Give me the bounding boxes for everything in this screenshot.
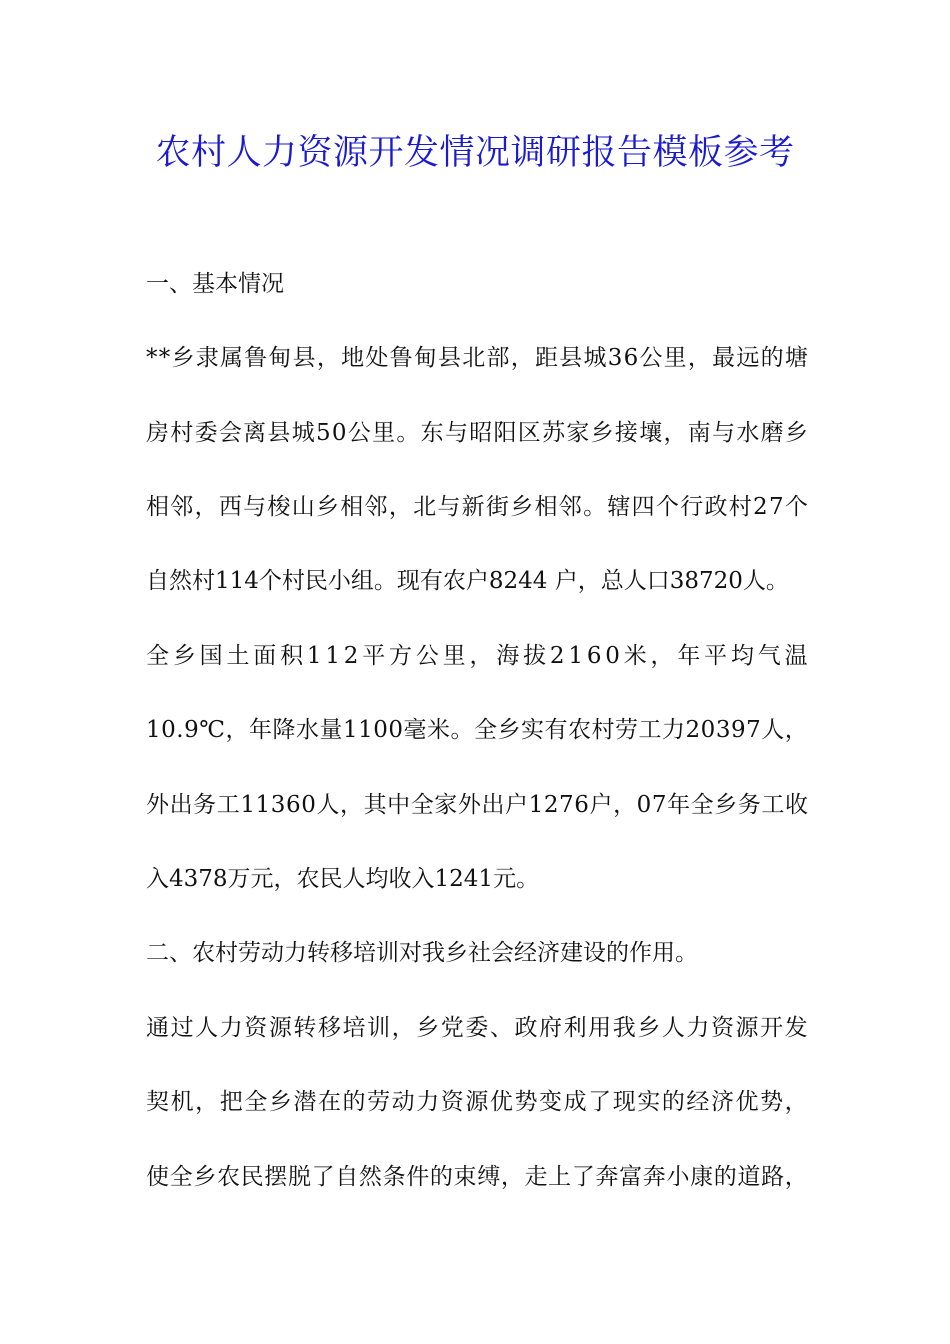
glyph: 家 xyxy=(566,420,590,446)
glyph: 人 xyxy=(195,1015,219,1041)
glyph: 城 xyxy=(583,345,607,371)
section-heading: 二、农村劳动力转移培训对我乡社会经济建设的作用。 xyxy=(146,940,698,966)
glyph: 了 xyxy=(571,1164,595,1190)
glyph: 培 xyxy=(342,1015,366,1041)
glyph: 资 xyxy=(244,1015,268,1041)
glyph: 水 xyxy=(295,717,319,743)
glyph: 训 xyxy=(367,1015,391,1041)
glyph: ， xyxy=(316,345,340,371)
glyph: 全 xyxy=(410,792,434,818)
glyph: 康 xyxy=(690,1164,714,1190)
glyph: 出 xyxy=(481,792,505,818)
glyph: 2 xyxy=(543,792,559,818)
glyph: 6 xyxy=(623,345,639,371)
glyph: 2 xyxy=(753,494,768,520)
glyph: * xyxy=(158,345,171,371)
glyph: 全 xyxy=(169,1164,193,1190)
glyph: 了 xyxy=(588,1089,612,1115)
glyph: 6 xyxy=(586,643,602,669)
glyph: 辖 xyxy=(607,494,631,520)
glyph: 梭 xyxy=(267,494,291,520)
glyph: 东 xyxy=(420,420,444,446)
glyph: 使 xyxy=(146,1164,169,1190)
glyph: 积 xyxy=(280,643,304,669)
glyph: 力 xyxy=(662,717,686,743)
glyph: 国 xyxy=(199,643,223,669)
glyph: 1 xyxy=(342,717,358,743)
glyph: 把 xyxy=(219,1089,243,1115)
glyph: 县 xyxy=(292,345,316,371)
glyph: 7 xyxy=(559,792,574,818)
glyph: 0 xyxy=(636,792,652,818)
glyph: ， xyxy=(687,345,711,371)
glyph: 力 xyxy=(416,1089,440,1115)
glyph: 脱 xyxy=(287,1164,311,1190)
paragraph-line xyxy=(146,413,808,453)
glyph: 量 xyxy=(319,717,343,743)
glyph: 温 xyxy=(784,643,808,669)
glyph: 全 xyxy=(244,1089,268,1115)
glyph: 里 xyxy=(442,643,466,669)
glyph: 出 xyxy=(169,792,193,818)
glyph: 工 xyxy=(761,792,785,818)
glyph: 属 xyxy=(219,345,243,371)
glyph: 的 xyxy=(661,1089,685,1115)
glyph: 面 xyxy=(253,643,277,669)
glyph: 邻 xyxy=(364,494,388,520)
glyph: 乡 xyxy=(171,345,195,371)
glyph: 行 xyxy=(680,494,704,520)
glyph: 开 xyxy=(760,1015,784,1041)
glyph: 农 xyxy=(568,717,592,743)
glyph: 的 xyxy=(760,345,784,371)
glyph: ， xyxy=(784,1089,808,1115)
glyph: 平 xyxy=(362,643,386,669)
glyph: 过 xyxy=(170,1015,194,1041)
glyph: * xyxy=(146,345,158,371)
glyph: 6 xyxy=(285,792,301,818)
paragraph-line xyxy=(146,1157,808,1197)
glyph: 变 xyxy=(539,1089,562,1115)
glyph: 利 xyxy=(563,1015,587,1041)
glyph: 1 xyxy=(325,643,340,669)
glyph: 家 xyxy=(434,792,458,818)
glyph: 委 xyxy=(194,420,218,446)
glyph: 年 xyxy=(248,717,272,743)
glyph: 6 xyxy=(574,792,589,818)
glyph: ， xyxy=(510,345,534,371)
glyph: 北 xyxy=(462,345,486,371)
glyph: 里 xyxy=(663,345,687,371)
glyph: 昭 xyxy=(469,420,493,446)
paragraph-line xyxy=(146,636,808,676)
glyph: 1 xyxy=(146,717,161,743)
glyph: 1 xyxy=(568,643,584,669)
paragraph-line xyxy=(146,1008,808,1048)
glyph: 发 xyxy=(784,1015,808,1041)
paragraph-line: 入4378万元，农民人均收入1241元。 xyxy=(146,866,540,892)
glyph: ， xyxy=(784,1164,808,1190)
glyph: 壤 xyxy=(639,420,663,446)
glyph: . xyxy=(176,717,184,743)
paragraph-line: 自然村114个村民小组。现有农户8244 户，总人口38720人。 xyxy=(146,568,789,594)
glyph: 邻 xyxy=(558,494,582,520)
glyph: 力 xyxy=(219,1015,243,1041)
glyph: 1 xyxy=(528,792,544,818)
glyph: 区 xyxy=(517,420,541,446)
glyph: 拔 xyxy=(523,643,547,669)
glyph: 乡 xyxy=(315,494,339,520)
glyph: 乡 xyxy=(193,1164,217,1190)
glyph: 源 xyxy=(735,1015,759,1041)
glyph: 村 xyxy=(728,494,752,520)
glyph: 人 xyxy=(661,1015,685,1041)
glyph: 村 xyxy=(591,717,615,743)
glyph: 最 xyxy=(712,345,736,371)
glyph: 户 xyxy=(589,792,613,818)
glyph: 9 xyxy=(730,717,746,743)
glyph: 街 xyxy=(485,494,509,520)
glyph: 5 xyxy=(315,420,331,446)
glyph: 工 xyxy=(216,792,240,818)
glyph: 公 xyxy=(415,643,439,669)
glyph: 地 xyxy=(341,345,365,371)
paragraph-line xyxy=(146,785,808,825)
glyph: 优 xyxy=(489,1089,513,1115)
glyph: 源 xyxy=(465,1089,489,1115)
glyph: ， xyxy=(784,717,808,743)
glyph: 乡 xyxy=(637,1015,661,1041)
paragraph-line xyxy=(146,338,808,378)
glyph: 经 xyxy=(686,1089,710,1115)
glyph: 北 xyxy=(413,494,437,520)
glyph: 县 xyxy=(267,420,291,446)
glyph: 乡 xyxy=(784,420,808,446)
glyph: 0 xyxy=(301,792,316,818)
glyph: 水 xyxy=(736,420,760,446)
glyph: 上 xyxy=(548,1164,572,1190)
glyph: 离 xyxy=(243,420,267,446)
glyph: 的 xyxy=(713,1164,737,1190)
glyph: 乡 xyxy=(497,717,521,743)
glyph: 个 xyxy=(784,494,808,520)
glyph: ， xyxy=(663,420,687,446)
glyph: 相 xyxy=(340,494,364,520)
glyph: 件 xyxy=(406,1164,430,1190)
glyph: ， xyxy=(339,792,363,818)
glyph: 路 xyxy=(761,1164,785,1190)
glyph: 现 xyxy=(612,1089,636,1115)
glyph: 个 xyxy=(655,494,679,520)
glyph: 政 xyxy=(704,494,728,520)
glyph: 缚 xyxy=(477,1164,501,1190)
glyph: 与 xyxy=(444,420,468,446)
glyph: 条 xyxy=(382,1164,406,1190)
glyph: 均 xyxy=(730,643,754,669)
glyph: 四 xyxy=(631,494,655,520)
glyph: 党 xyxy=(440,1015,464,1041)
glyph: 与 xyxy=(243,494,267,520)
glyph: 资 xyxy=(710,1015,734,1041)
glyph: 奔 xyxy=(642,1164,666,1190)
glyph: 相 xyxy=(534,494,558,520)
glyph: 1 xyxy=(255,792,271,818)
glyph: 契 xyxy=(146,1089,169,1115)
glyph: 接 xyxy=(614,420,638,446)
glyph: 米 xyxy=(427,717,451,743)
glyph: 房 xyxy=(146,420,169,446)
glyph: 3 xyxy=(607,345,623,371)
glyph: 西 xyxy=(218,494,242,520)
glyph: 优 xyxy=(735,1089,759,1115)
glyph: 7 xyxy=(651,792,667,818)
glyph: ， xyxy=(469,643,493,669)
glyph: 乡 xyxy=(172,643,196,669)
glyph: 自 xyxy=(335,1164,359,1190)
glyph: 邻 xyxy=(170,494,194,520)
glyph: 富 xyxy=(619,1164,643,1190)
glyph: 民 xyxy=(240,1164,264,1190)
glyph: 磨 xyxy=(760,420,784,446)
document-title: 农村人力资源开发情况调研报告模板参考 xyxy=(155,133,795,173)
glyph: ， xyxy=(194,494,218,520)
glyph: 全 xyxy=(146,643,169,669)
glyph: 劳 xyxy=(615,717,639,743)
glyph: 我 xyxy=(612,1015,636,1041)
glyph: 势 xyxy=(760,1089,784,1115)
paragraph-line xyxy=(146,487,808,527)
glyph: 毫 xyxy=(403,717,427,743)
glyph: 苏 xyxy=(542,420,566,446)
glyph: 0 xyxy=(373,717,388,743)
glyph: 平 xyxy=(704,643,728,669)
glyph: ℃ xyxy=(199,717,225,743)
glyph: 3 xyxy=(270,792,286,818)
glyph: 甸 xyxy=(268,345,292,371)
glyph: 束 xyxy=(453,1164,477,1190)
glyph: 工 xyxy=(638,717,662,743)
glyph: 用 xyxy=(588,1015,612,1041)
glyph: 在 xyxy=(317,1089,341,1115)
glyph: ， xyxy=(195,1089,219,1115)
glyph: 处 xyxy=(365,345,389,371)
glyph: ， xyxy=(225,717,249,743)
glyph: 济 xyxy=(710,1089,734,1115)
glyph: 县 xyxy=(438,345,462,371)
glyph: 公 xyxy=(639,345,663,371)
glyph: 0 xyxy=(161,717,176,743)
glyph: 的 xyxy=(429,1164,453,1190)
glyph: 务 xyxy=(193,792,217,818)
glyph: 3 xyxy=(715,717,731,743)
section-heading: 一、基本情况 xyxy=(146,271,284,297)
glyph: 乡 xyxy=(416,1015,440,1041)
glyph: 村 xyxy=(170,420,194,446)
glyph: 外 xyxy=(146,792,169,818)
glyph: 降 xyxy=(272,717,296,743)
glyph: 年 xyxy=(677,643,701,669)
glyph: 2 xyxy=(343,643,359,669)
glyph: 走 xyxy=(524,1164,548,1190)
glyph: 气 xyxy=(757,643,781,669)
glyph: 。 xyxy=(450,717,474,743)
glyph: 城 xyxy=(291,420,315,446)
glyph: 鲁 xyxy=(389,345,413,371)
glyph: 资 xyxy=(440,1089,464,1115)
glyph: 全 xyxy=(474,717,498,743)
glyph: ， xyxy=(613,792,637,818)
glyph: 方 xyxy=(389,643,413,669)
glyph: 乡 xyxy=(510,494,534,520)
glyph: 土 xyxy=(226,643,250,669)
glyph: 源 xyxy=(268,1015,292,1041)
glyph: 里 xyxy=(372,420,396,446)
glyph: 县 xyxy=(559,345,583,371)
glyph: 隶 xyxy=(195,345,219,371)
glyph: 人 xyxy=(761,717,785,743)
glyph: 年 xyxy=(667,792,691,818)
glyph: 相 xyxy=(146,494,169,520)
glyph: 实 xyxy=(521,717,545,743)
glyph: 新 xyxy=(461,494,485,520)
glyph: 全 xyxy=(690,792,714,818)
glyph: 部 xyxy=(486,345,510,371)
glyph: 动 xyxy=(391,1089,415,1115)
glyph: 中 xyxy=(387,792,411,818)
glyph: 人 xyxy=(316,792,340,818)
glyph: 塘 xyxy=(784,345,808,371)
glyph: 南 xyxy=(687,420,711,446)
glyph: 小 xyxy=(666,1164,690,1190)
glyph: 0 xyxy=(331,420,347,446)
glyph: 0 xyxy=(388,717,404,743)
glyph: 。 xyxy=(583,494,607,520)
glyph: 甸 xyxy=(413,345,437,371)
glyph: 其 xyxy=(363,792,387,818)
glyph: ， xyxy=(500,1164,524,1190)
glyph: 外 xyxy=(457,792,481,818)
glyph: 收 xyxy=(784,792,808,818)
glyph: 政 xyxy=(514,1015,538,1041)
glyph: 摆 xyxy=(264,1164,288,1190)
glyph: 与 xyxy=(712,420,736,446)
paragraph-line xyxy=(146,710,808,750)
glyph: 1 xyxy=(306,643,322,669)
glyph: 了 xyxy=(311,1164,335,1190)
glyph: 户 xyxy=(505,792,529,818)
glyph: 7 xyxy=(746,717,761,743)
glyph: 移 xyxy=(317,1015,341,1041)
glyph: 1 xyxy=(240,792,255,818)
glyph: ， xyxy=(391,1015,415,1041)
glyph: 。 xyxy=(396,420,420,446)
glyph: 农 xyxy=(216,1164,240,1190)
glyph: 米 xyxy=(623,643,647,669)
glyph: ， xyxy=(650,643,674,669)
glyph: 力 xyxy=(686,1015,710,1041)
glyph: 、 xyxy=(489,1015,513,1041)
glyph: 9 xyxy=(184,717,199,743)
glyph: 机 xyxy=(170,1089,194,1115)
glyph: 0 xyxy=(700,717,716,743)
glyph: 成 xyxy=(563,1089,587,1115)
glyph: 乡 xyxy=(268,1089,292,1115)
glyph: 实 xyxy=(637,1089,661,1115)
glyph: ， xyxy=(388,494,412,520)
paragraph-line xyxy=(146,1082,808,1122)
glyph: 的 xyxy=(342,1089,366,1115)
glyph: 距 xyxy=(534,345,558,371)
glyph: 通 xyxy=(146,1015,169,1041)
glyph: 公 xyxy=(347,420,371,446)
glyph: 阳 xyxy=(493,420,517,446)
glyph: 府 xyxy=(539,1015,562,1041)
glyph: 2 xyxy=(549,643,565,669)
glyph: 潜 xyxy=(293,1089,317,1115)
glyph: 道 xyxy=(737,1164,761,1190)
glyph: 乡 xyxy=(590,420,614,446)
glyph: 劳 xyxy=(367,1089,391,1115)
glyph: 委 xyxy=(465,1015,489,1041)
glyph: 有 xyxy=(544,717,568,743)
glyph: 7 xyxy=(768,494,784,520)
glyph: 乡 xyxy=(714,792,738,818)
glyph: 然 xyxy=(358,1164,382,1190)
glyph: 会 xyxy=(218,420,242,446)
glyph: 鲁 xyxy=(244,345,268,371)
glyph: 海 xyxy=(496,643,520,669)
glyph: 1 xyxy=(358,717,373,743)
glyph: 势 xyxy=(514,1089,538,1115)
glyph: 务 xyxy=(737,792,761,818)
glyph: 0 xyxy=(605,643,620,669)
glyph: 转 xyxy=(293,1015,317,1041)
glyph: 远 xyxy=(736,345,760,371)
glyph: 2 xyxy=(685,717,701,743)
glyph: 与 xyxy=(437,494,461,520)
glyph: 奔 xyxy=(595,1164,619,1190)
glyph: 山 xyxy=(291,494,315,520)
